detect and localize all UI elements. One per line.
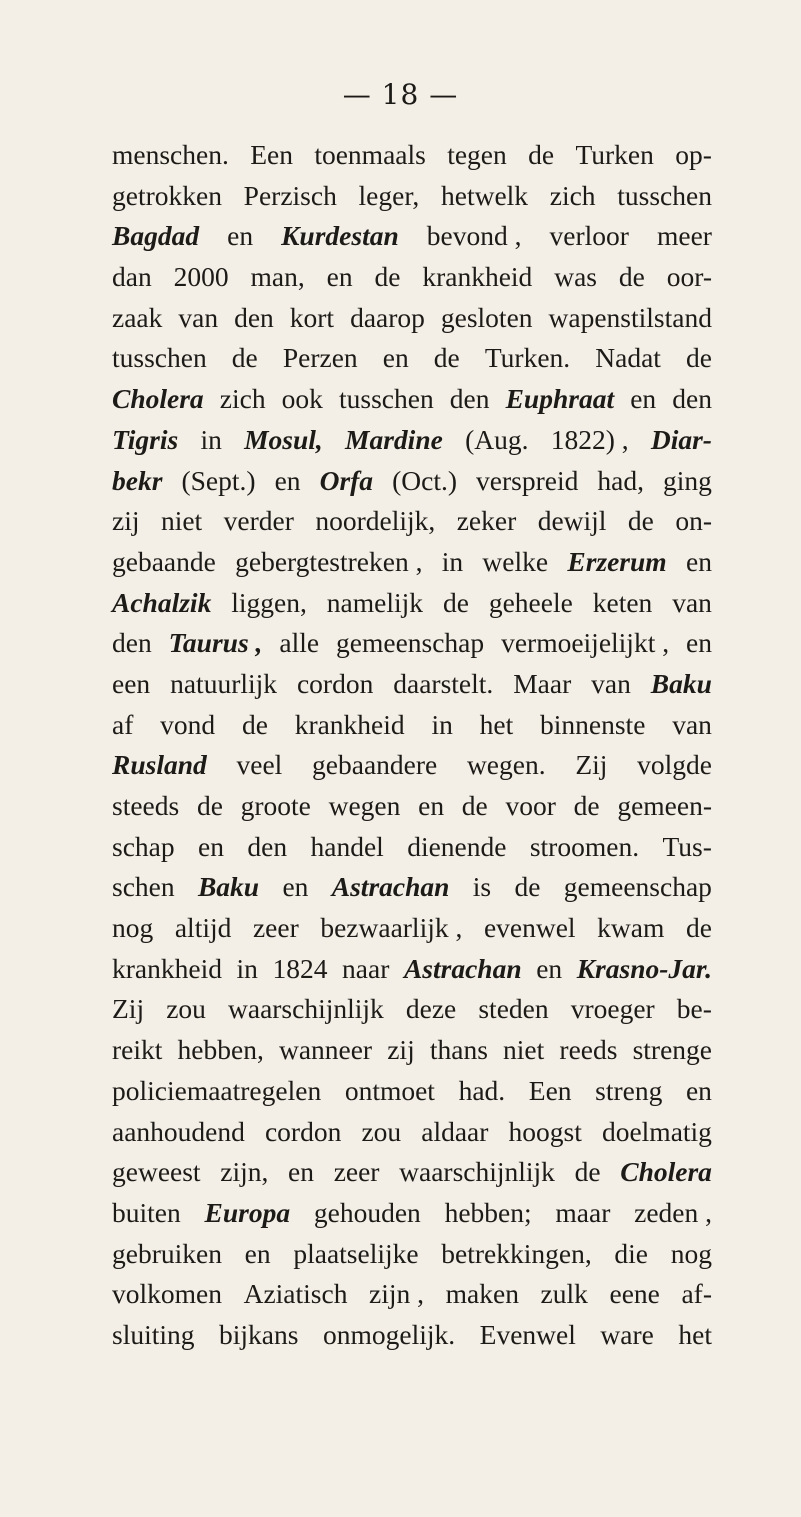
text-line bbox=[112, 1234, 712, 1275]
word: en bbox=[382, 342, 409, 374]
word: thans bbox=[429, 1034, 488, 1066]
word: man, bbox=[250, 261, 305, 293]
word: Diar- bbox=[650, 423, 712, 455]
word: den bbox=[234, 301, 274, 333]
word: reikt bbox=[112, 1034, 163, 1066]
word: 2000 bbox=[173, 261, 229, 293]
word: niet bbox=[503, 1034, 545, 1066]
word: wegen. bbox=[466, 749, 546, 781]
word: de bbox=[442, 586, 469, 618]
word: getrokken bbox=[112, 179, 222, 211]
text-line bbox=[112, 338, 712, 379]
word: wanneer bbox=[278, 1034, 373, 1066]
word: en bbox=[685, 1074, 712, 1106]
word: de bbox=[618, 261, 645, 293]
word: zou bbox=[166, 993, 206, 1025]
word: in bbox=[200, 423, 222, 455]
word: alle bbox=[279, 627, 320, 659]
word: het bbox=[479, 708, 514, 740]
word: zeden , bbox=[634, 1196, 712, 1228]
word: en bbox=[685, 545, 712, 577]
word: had, bbox=[597, 464, 644, 496]
text-line bbox=[112, 664, 712, 705]
word: (Aug. bbox=[465, 423, 529, 455]
text-line bbox=[112, 1274, 712, 1315]
word: Perzisch bbox=[243, 179, 337, 211]
word: den bbox=[672, 383, 712, 415]
word: Mosul, bbox=[244, 423, 323, 455]
word: Perzen bbox=[282, 342, 358, 374]
word: die bbox=[614, 1237, 649, 1269]
text-line bbox=[112, 1315, 712, 1356]
word: verspreid bbox=[476, 464, 579, 496]
word: aanhoudend bbox=[112, 1115, 245, 1147]
word: gebruiken bbox=[112, 1237, 222, 1269]
word: cordon bbox=[296, 667, 374, 699]
word: Cholera bbox=[112, 383, 204, 415]
word: en bbox=[274, 464, 301, 496]
text-line bbox=[112, 705, 712, 746]
word: 1822) , bbox=[550, 423, 629, 455]
text-line bbox=[112, 867, 712, 908]
text-line bbox=[112, 420, 712, 461]
word: een bbox=[112, 667, 151, 699]
word: (Sept.) bbox=[181, 464, 256, 496]
word: groote bbox=[240, 790, 311, 821]
word: ware bbox=[600, 1318, 654, 1350]
word: Zij bbox=[575, 749, 608, 781]
word: in bbox=[236, 952, 258, 984]
word: binnenste bbox=[540, 708, 646, 740]
word: vermoeijelijkt , bbox=[501, 627, 670, 659]
word: waarschijnlijk bbox=[228, 993, 384, 1025]
text-line bbox=[112, 827, 712, 868]
word: Rusland bbox=[112, 749, 207, 781]
word: keten bbox=[592, 586, 653, 618]
word: de bbox=[685, 912, 712, 944]
text-line bbox=[112, 583, 712, 624]
word: Tigris bbox=[112, 423, 179, 455]
word: on- bbox=[675, 505, 712, 537]
text-line bbox=[112, 786, 712, 827]
word: Een bbox=[250, 139, 293, 170]
word: is bbox=[472, 871, 492, 903]
word: Nadat bbox=[595, 342, 661, 374]
word: Turken bbox=[575, 139, 654, 170]
text-line bbox=[112, 1193, 712, 1234]
word: schap bbox=[112, 830, 175, 862]
word: hetwelk bbox=[440, 179, 529, 211]
text-line bbox=[112, 176, 712, 217]
word: de bbox=[241, 708, 268, 740]
word: Een bbox=[528, 1074, 572, 1106]
word: liggen, bbox=[231, 586, 307, 618]
word: Cholera bbox=[620, 1156, 712, 1188]
word: gehouden bbox=[313, 1196, 421, 1228]
word: voor bbox=[505, 790, 556, 821]
word: dewijl bbox=[537, 505, 607, 537]
word: Krasno-Jar. bbox=[576, 952, 712, 984]
word: Erzerum bbox=[567, 545, 667, 577]
word: zijn , bbox=[369, 1278, 425, 1310]
word: (Oct.) bbox=[392, 464, 457, 496]
word: zich bbox=[219, 383, 266, 415]
word: den bbox=[112, 627, 152, 659]
word: Zij bbox=[112, 993, 145, 1025]
word: en bbox=[282, 871, 309, 903]
word: zou bbox=[361, 1115, 402, 1147]
text-line bbox=[112, 949, 712, 990]
word: reeds bbox=[559, 1034, 618, 1066]
word: van bbox=[178, 301, 219, 333]
word: zaak bbox=[112, 301, 163, 333]
word: gesloten bbox=[440, 301, 533, 333]
word: verder bbox=[223, 505, 294, 537]
text-line bbox=[112, 989, 712, 1030]
word: daarstelt. bbox=[393, 667, 494, 699]
word: Bagdad bbox=[112, 220, 200, 252]
word: welke bbox=[482, 545, 549, 577]
word: en bbox=[536, 952, 563, 984]
word: noordelijk, bbox=[315, 505, 436, 537]
word: hebben; bbox=[444, 1196, 532, 1228]
word: wegen bbox=[328, 790, 401, 821]
word: zich bbox=[549, 179, 596, 211]
word: geweest bbox=[112, 1156, 201, 1188]
word: schen bbox=[112, 871, 175, 903]
word: stroomen. bbox=[529, 830, 640, 862]
word: 1824 bbox=[272, 952, 328, 984]
word: steden bbox=[478, 993, 549, 1025]
word: Taurus , bbox=[168, 627, 263, 659]
word: daarop bbox=[350, 301, 425, 333]
word: meer bbox=[656, 220, 712, 252]
word: volkomen bbox=[112, 1278, 222, 1310]
word: sluiting bbox=[112, 1318, 195, 1350]
word: en bbox=[227, 220, 254, 252]
word: zij bbox=[387, 1034, 415, 1066]
word: menschen. bbox=[112, 139, 229, 170]
word: Aziatisch bbox=[243, 1278, 348, 1310]
word: namelijk bbox=[326, 586, 424, 618]
text-line bbox=[112, 216, 712, 257]
word: zeer bbox=[252, 912, 299, 944]
word: gebaandere bbox=[312, 749, 438, 781]
word: natuurlijk bbox=[170, 667, 278, 699]
word: tusschen bbox=[338, 383, 434, 415]
text-line bbox=[112, 908, 712, 949]
text-line bbox=[112, 1071, 712, 1112]
text-line bbox=[112, 745, 712, 786]
word: zeer bbox=[333, 1156, 380, 1188]
word: krankheid bbox=[422, 261, 533, 293]
word: hebben, bbox=[177, 1034, 264, 1066]
word: veel bbox=[236, 749, 283, 781]
word: aldaar bbox=[421, 1115, 489, 1147]
word: Maar bbox=[513, 667, 572, 699]
text-line bbox=[112, 623, 712, 664]
word: maar bbox=[555, 1196, 611, 1228]
word: en bbox=[630, 383, 657, 415]
word: tusschen bbox=[617, 179, 712, 211]
word: Orfa bbox=[319, 464, 374, 496]
word: tusschen bbox=[112, 342, 207, 374]
word: Astrachan bbox=[403, 952, 522, 984]
word: maken bbox=[445, 1278, 519, 1310]
word: Euphraat bbox=[505, 383, 615, 415]
word: betrekkingen, bbox=[441, 1237, 592, 1269]
word: nog bbox=[670, 1237, 712, 1269]
word: krankheid bbox=[112, 952, 222, 984]
word: van bbox=[591, 667, 631, 699]
word: volgde bbox=[637, 749, 712, 781]
word: kort bbox=[289, 301, 335, 333]
word: niet bbox=[160, 505, 203, 537]
text-line bbox=[112, 1152, 712, 1193]
text-line bbox=[112, 1030, 712, 1071]
word: af- bbox=[681, 1278, 712, 1310]
text-line bbox=[112, 379, 712, 420]
word: had. bbox=[458, 1074, 506, 1106]
word: het bbox=[678, 1318, 712, 1350]
word: en bbox=[686, 627, 712, 659]
page-number-header: — 18 — bbox=[342, 78, 459, 111]
word: toenmaals bbox=[314, 139, 426, 170]
word: en bbox=[198, 830, 224, 862]
word: plaatselijke bbox=[293, 1237, 419, 1269]
word: af bbox=[112, 708, 134, 740]
word: in bbox=[431, 708, 453, 740]
text-line bbox=[112, 135, 712, 176]
word: altijd bbox=[174, 912, 232, 944]
word: zeker bbox=[456, 505, 517, 537]
word: Baku bbox=[197, 871, 260, 903]
word: waarschijnlijk bbox=[399, 1156, 555, 1188]
word: Achalzik bbox=[112, 586, 212, 618]
word: cordon bbox=[264, 1115, 342, 1147]
word: gemeen- bbox=[617, 790, 712, 821]
word: Mardine bbox=[345, 423, 443, 455]
word: van bbox=[672, 708, 712, 740]
word: zijn, bbox=[220, 1156, 269, 1188]
word: wapenstilstand bbox=[548, 301, 712, 333]
word: hoogst bbox=[508, 1115, 582, 1147]
word: bijkans bbox=[219, 1318, 299, 1350]
word: streng bbox=[595, 1074, 663, 1106]
word: in bbox=[441, 545, 464, 577]
word: en bbox=[244, 1237, 271, 1269]
word: zij bbox=[112, 505, 140, 537]
word: de bbox=[231, 342, 258, 374]
word: dan bbox=[112, 261, 152, 293]
word: zulk bbox=[540, 1278, 588, 1310]
word: ging bbox=[663, 464, 712, 496]
word: Europa bbox=[204, 1196, 291, 1228]
word: gebaande bbox=[112, 545, 216, 577]
word: evenwel bbox=[483, 912, 576, 944]
word: dienende bbox=[407, 830, 507, 862]
word: doelmatig bbox=[601, 1115, 712, 1147]
word: strenge bbox=[632, 1034, 712, 1066]
word: gemeenschap bbox=[336, 627, 485, 659]
word: de bbox=[528, 139, 555, 170]
word: de bbox=[573, 790, 600, 821]
text-line bbox=[112, 501, 712, 542]
word: bevond , bbox=[426, 220, 522, 252]
word: de bbox=[196, 790, 223, 821]
word: naar bbox=[342, 952, 390, 984]
body-text bbox=[112, 135, 712, 1356]
word: vond bbox=[160, 708, 216, 740]
word: den bbox=[247, 830, 288, 862]
word: en bbox=[326, 261, 353, 293]
word: nog bbox=[112, 912, 154, 944]
word: de bbox=[433, 342, 460, 374]
word: bekr bbox=[112, 464, 163, 496]
word: de bbox=[686, 342, 712, 374]
word: gebergtestreken , bbox=[235, 545, 423, 577]
word: oor- bbox=[666, 261, 712, 293]
word: Evenwel bbox=[479, 1318, 576, 1350]
word: was bbox=[554, 261, 597, 293]
word: Tus- bbox=[662, 830, 712, 862]
word: leger, bbox=[358, 179, 420, 211]
word: Baku bbox=[650, 667, 712, 699]
word: den bbox=[449, 383, 490, 415]
word: gemeenschap bbox=[563, 871, 712, 903]
word: eene bbox=[609, 1278, 660, 1310]
text-line bbox=[112, 542, 712, 583]
text-line bbox=[112, 461, 712, 502]
word: handel bbox=[310, 830, 384, 862]
word: steeds bbox=[112, 790, 180, 821]
word: de bbox=[627, 505, 654, 537]
word: be- bbox=[676, 993, 712, 1025]
word: onmogelijk. bbox=[323, 1318, 456, 1350]
word: geheele bbox=[488, 586, 573, 618]
word: van bbox=[672, 586, 712, 618]
text-line bbox=[112, 257, 712, 298]
word: kwam bbox=[597, 912, 665, 944]
word: de bbox=[574, 1156, 601, 1188]
word: vroeger bbox=[570, 993, 655, 1025]
word: buiten bbox=[112, 1196, 181, 1228]
word: bezwaarlijk , bbox=[320, 912, 463, 944]
word: verloor bbox=[549, 220, 629, 252]
word: Kurdestan bbox=[281, 220, 399, 252]
text-line bbox=[112, 1112, 712, 1153]
word: krankheid bbox=[294, 708, 405, 740]
word: ontmoet bbox=[344, 1074, 435, 1106]
word: en bbox=[418, 790, 445, 821]
word: policiemaatregelen bbox=[112, 1074, 322, 1106]
word: Turken. bbox=[484, 342, 571, 374]
word: de bbox=[514, 871, 541, 903]
word: deze bbox=[405, 993, 457, 1025]
word: tegen bbox=[447, 139, 507, 170]
word: op- bbox=[675, 139, 712, 170]
word: en bbox=[288, 1156, 315, 1188]
word: Astrachan bbox=[331, 871, 450, 903]
text-line bbox=[112, 298, 712, 339]
word: de bbox=[461, 790, 488, 821]
word: de bbox=[374, 261, 401, 293]
word: ook bbox=[281, 383, 323, 415]
